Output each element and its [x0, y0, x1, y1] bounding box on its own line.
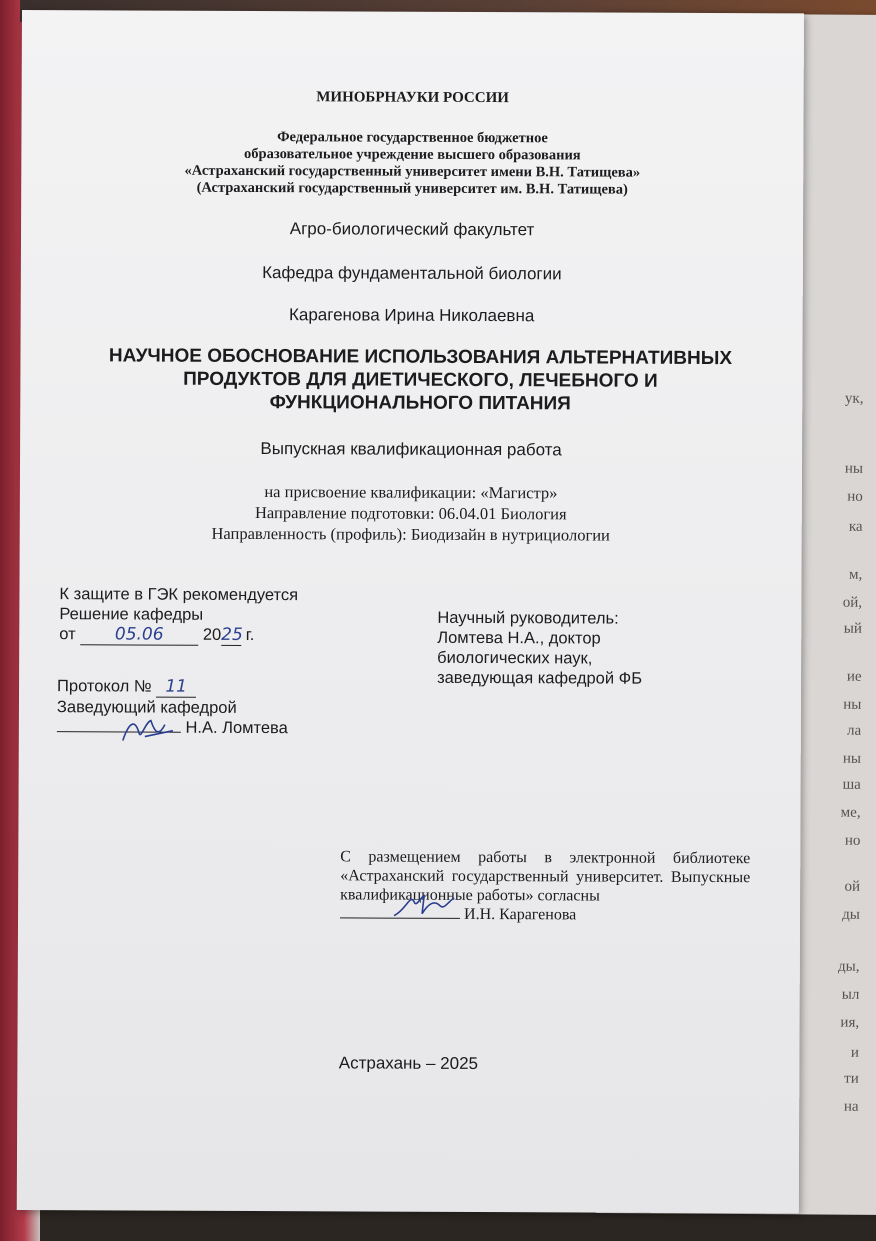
- fragment: ие: [846, 668, 862, 685]
- fragment: на: [843, 1098, 859, 1115]
- fragment: ук,: [844, 390, 864, 407]
- fragment: ой,: [842, 594, 863, 611]
- author-name: Карагенова Ирина Николаевна: [288, 305, 535, 326]
- fragment: м,: [848, 566, 863, 583]
- supervisor-name: Ломтева Н.А., доктор: [437, 628, 601, 648]
- supervisor-block: [437, 608, 642, 689]
- fragment: ти: [844, 1070, 859, 1087]
- university-name: [21, 128, 803, 199]
- defense-line: К защите в ГЭК рекомендуется: [59, 585, 299, 605]
- department: Кафедра фундаментальной биологии: [262, 263, 562, 284]
- fragment: ды,: [838, 958, 860, 975]
- ministry-heading: МИНОБРНАУКИ РОССИИ: [316, 89, 509, 107]
- handwritten-year: 25: [221, 624, 243, 645]
- handwritten-protocol-number: 11: [165, 676, 188, 697]
- year-suffix: г.: [245, 625, 255, 645]
- date-prefix: от: [59, 625, 76, 644]
- supervisor-position: заведующая кафедрой ФБ: [437, 668, 643, 688]
- faculty: Агро-биологический факультет: [289, 219, 535, 240]
- fragment: ны: [844, 460, 864, 477]
- author-signature: [388, 884, 458, 924]
- decision-date: [59, 624, 298, 646]
- head-signature: [115, 710, 185, 750]
- title-line: ФУНКЦИОНАЛЬНОГО ПИТАНИЯ: [269, 392, 571, 415]
- fragment: ла: [846, 722, 862, 739]
- fragment: ны: [843, 696, 862, 713]
- fragment: ый: [843, 620, 862, 637]
- head-label: Заведующий кафедрой: [56, 698, 237, 717]
- profile-line: Направленность (профиль): Биодизайн в нутрициологии: [211, 523, 610, 545]
- fragment: ка: [848, 518, 863, 535]
- title-page: [17, 10, 804, 1213]
- decision-line: Решение кафедры: [59, 605, 204, 624]
- fragment: и: [850, 1044, 859, 1061]
- fragment: ия,: [840, 1014, 860, 1031]
- university-line: «Астраханский государственный университет имени В.Н. Татищева»: [184, 162, 641, 181]
- title-line: НАУЧНОЕ ОБОСНОВАНИЕ ИСПОЛЬЗОВАНИЯ АЛЬТЕРНАТИВНЫХ: [108, 345, 733, 370]
- year-prefix: 20: [202, 625, 222, 644]
- thesis-title: [60, 344, 780, 416]
- qualification-block: [20, 480, 802, 546]
- fragment: ыл: [841, 986, 860, 1003]
- university-line: образовательное учреждение высшего образования: [244, 145, 581, 164]
- handwritten-date: 05.06: [114, 624, 164, 645]
- consent-text: С размещением работы в электронной библиотеке «Астраханский государственный университет. Выпускные квалификационные работы» согласны: [340, 848, 751, 905]
- fragment: ды: [842, 906, 860, 923]
- title-line: ПРОДУКТОВ ДЛЯ ДИЕТИЧЕСКОГО, ЛЕЧЕБНОГО И: [183, 368, 658, 392]
- protocol-line: [57, 676, 288, 698]
- fragment: ой: [844, 878, 861, 895]
- fragment: но: [844, 832, 861, 849]
- university-line: Федеральное государственное бюджетное: [277, 129, 548, 147]
- fragment: ны: [842, 750, 862, 767]
- qualification-line: на присвоение квалификации: «Магистр»: [264, 482, 558, 503]
- signer-name: И.Н. Карагенова: [464, 905, 577, 924]
- university-line: (Астраханский государственный университет им. В.Н. Татищева): [196, 179, 628, 198]
- protocol-label: Протокол №: [57, 677, 152, 696]
- defense-recommendation: [59, 584, 298, 646]
- fragment: но: [847, 488, 863, 505]
- year-field: [221, 625, 241, 646]
- supervisor-degree: биологических наук,: [437, 648, 593, 668]
- work-type: Выпускная квалификационная работа: [260, 439, 562, 460]
- head-name: Н.А. Ломтева: [185, 718, 288, 738]
- direction-line: Направление подготовки: 06.04.01 Биология: [255, 503, 567, 524]
- supervisor-label: Научный руководитель:: [437, 608, 619, 628]
- fragment: ме,: [840, 804, 861, 821]
- protocol-field: [156, 677, 196, 698]
- city-year: Астрахань – 2025: [338, 1053, 479, 1073]
- date-field: [80, 624, 198, 646]
- fragment: ша: [842, 776, 861, 793]
